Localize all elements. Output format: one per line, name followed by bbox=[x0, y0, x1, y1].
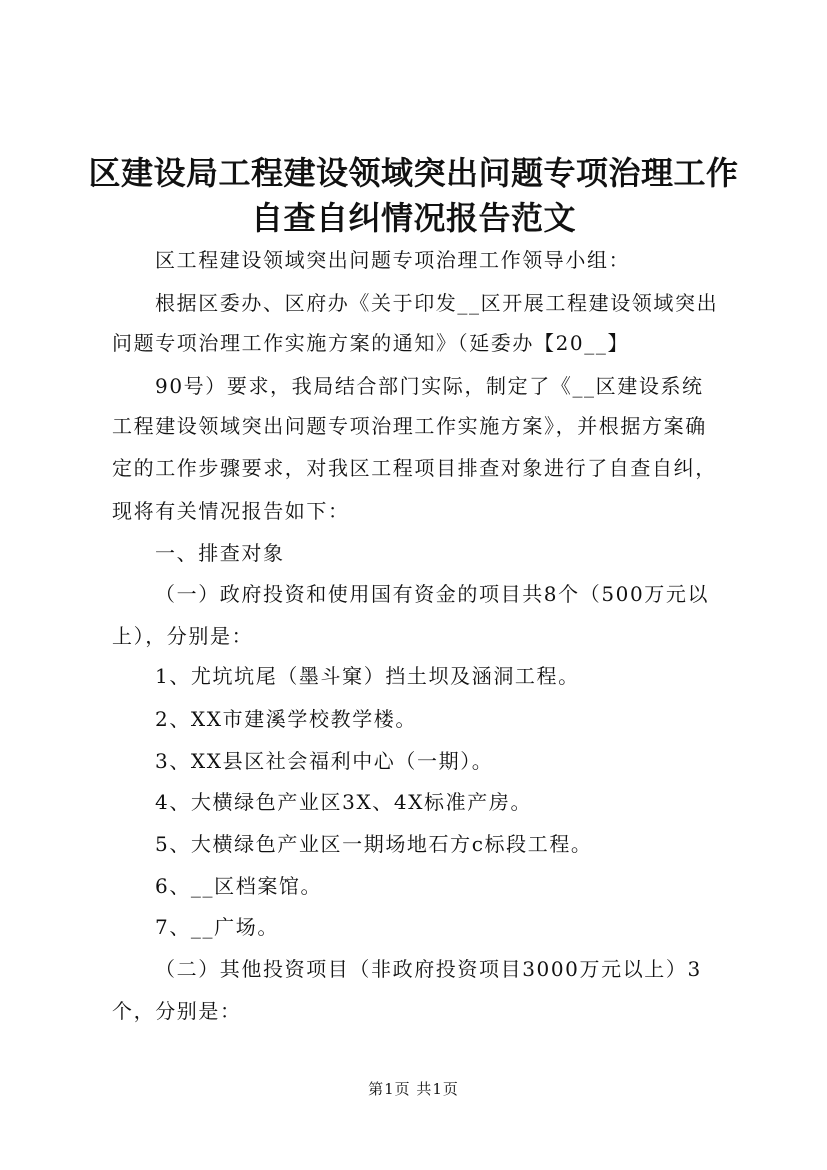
paragraph-line: （一）政府投资和使用国有资金的项目共8个（500万元以 bbox=[155, 582, 710, 606]
list-item: 2、XX市建溪学校教学楼。 bbox=[155, 707, 418, 731]
list-item: 4、大横绿色产业区3X、4X标准产房。 bbox=[155, 790, 533, 814]
paragraph-line: 现将有关情况报告如下： bbox=[112, 499, 350, 523]
paragraph-line: 90号）要求，我局结合部门实际，制定了《__区建设系统 bbox=[155, 374, 704, 398]
document-title-line-1: 区建设局工程建设领域突出问题专项治理工作 bbox=[88, 154, 739, 192]
list-item: 6、__区档案馆。 bbox=[155, 874, 323, 898]
page-footer: 第1页 共1页 bbox=[368, 1080, 459, 1098]
paragraph-line: 工程建设领域突出问题专项治理工作实施方案》，并根据方案确 bbox=[112, 414, 707, 438]
list-item: 5、大横绿色产业区一期场地石方c标段工程。 bbox=[155, 832, 593, 856]
paragraph-line: 定的工作步骤要求，对我区工程项目排查对象进行了自查自纠， bbox=[112, 456, 717, 480]
paragraph-line: 根据区委办、区府办《关于印发__区开展工程建设领域突出 bbox=[155, 291, 719, 315]
list-item: 3、XX县区社会福利中心（一期）。 bbox=[155, 749, 494, 773]
list-item: 7、__广场。 bbox=[155, 915, 279, 939]
salutation: 区工程建设领域突出问题专项治理工作领导小组： bbox=[155, 248, 631, 272]
list-item: 1、尤坑坑尾（墨斗窠）挡土坝及涵洞工程。 bbox=[155, 664, 580, 688]
document-title-line-2: 自查自纠情况报告范文 bbox=[250, 199, 576, 237]
paragraph-line: 个，分别是： bbox=[112, 999, 242, 1023]
paragraph-line: （二）其他投资项目（非政府投资项目3000万元以上）3 bbox=[155, 957, 702, 981]
section-heading: 一、排查对象 bbox=[155, 541, 285, 565]
paragraph-line: 上），分别是： bbox=[112, 624, 254, 648]
paragraph-line: 问题专项治理工作实施方案的通知》（延委办【20__】 bbox=[112, 331, 630, 355]
